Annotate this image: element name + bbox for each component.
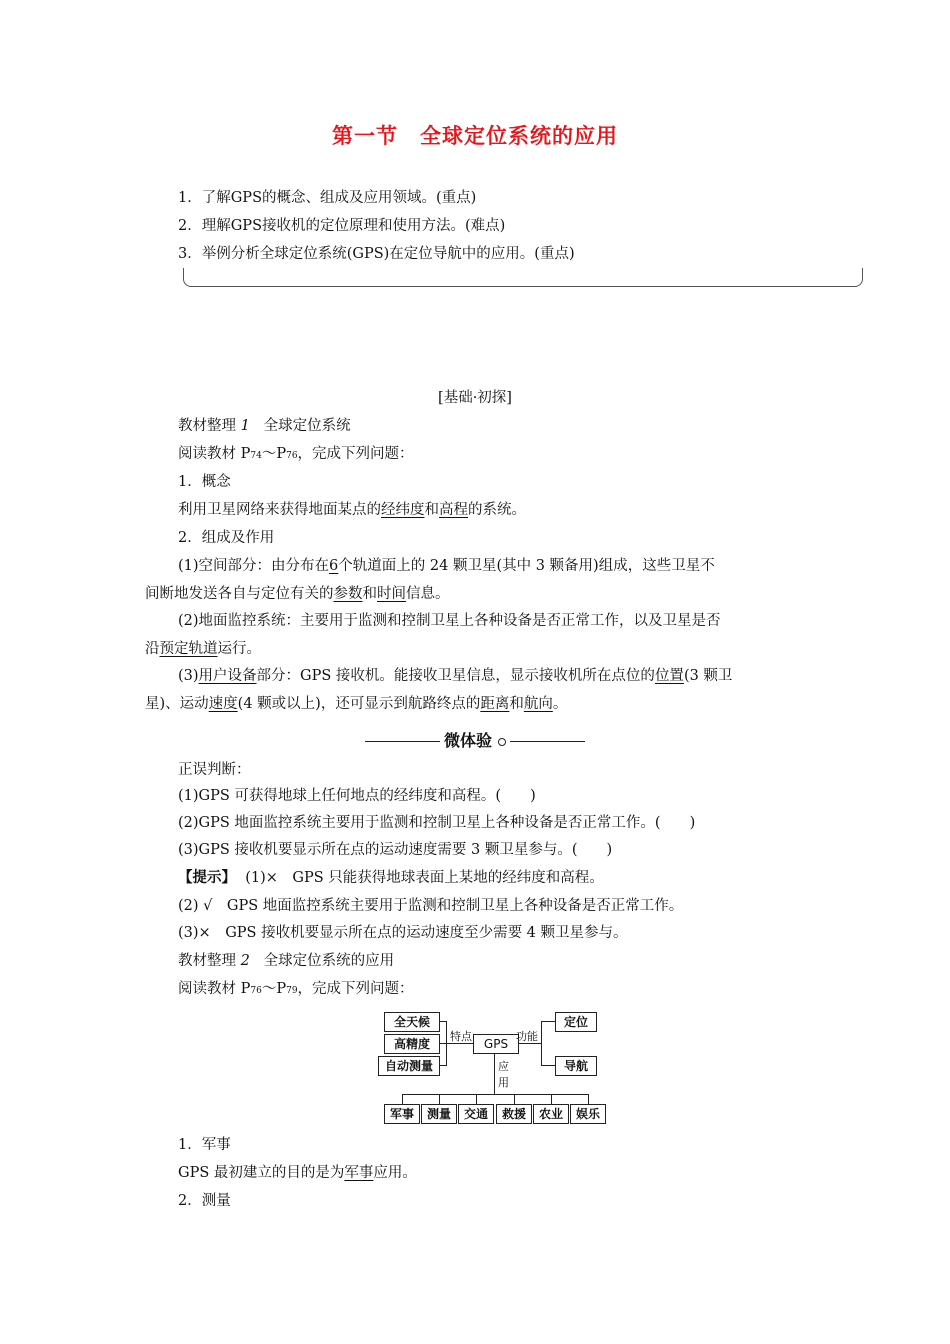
diagram-application-box: 娱乐 <box>570 1104 606 1124</box>
goal-item: 1．了解GPS的概念、组成及应用领域。(重点) <box>178 190 477 206</box>
title-section: 第一节 <box>332 124 398 148</box>
quiz-answer: 【提示】 (1)× GPS 只能获得地球表面上某地的经纬度和高程。 <box>178 869 604 886</box>
diagram-application-box: 测量 <box>421 1104 457 1124</box>
diagram-application-box: 农业 <box>533 1104 569 1124</box>
composition-item-2-cont: 沿预定轨道运行。 <box>145 641 261 657</box>
diagram-center-box: GPS <box>473 1034 519 1054</box>
quiz-intro: 正误判断： <box>178 762 251 778</box>
diagram-features-label: 特点 <box>450 1030 472 1043</box>
diagram-application-box: 救援 <box>496 1104 532 1124</box>
part2-reading-instruction: 阅读教材 P76～P79，完成下列问题： <box>178 981 414 997</box>
micro-experience-divider <box>0 728 950 751</box>
quiz-question: (2)GPS 地面监控系统主要用于监测和控制卫星上各种设备是否正常工作。( ) <box>178 815 696 831</box>
diagram-application-box: 军事 <box>384 1104 420 1124</box>
quiz-question: (1)GPS 可获得地球上任何地点的经纬度和高程。( ) <box>178 788 536 804</box>
composition-heading: 2．组成及作用 <box>178 530 275 546</box>
composition-item-1-cont: 间断地发送各自与定位有关的参数和时间信息。 <box>145 586 450 602</box>
quiz-answer: (2) √ GPS 地面监控系统主要用于监测和控制卫星上各种设备是否正常工作。 <box>178 898 684 914</box>
diagram-function-box: 定位 <box>555 1012 597 1032</box>
military-heading: 1．军事 <box>178 1137 231 1153</box>
part2-heading: 教材整理 2 全球定位系统的应用 <box>178 953 395 969</box>
composition-item-3: (3)用户设备部分：GPS 接收机。能接收卫星信息，显示接收机所在点位的位置(3 颗卫 <box>178 668 733 684</box>
diagram-application-box: 交通 <box>458 1104 494 1124</box>
military-text: GPS 最初建立的目的是为军事应用。 <box>178 1165 417 1181</box>
concept-text: 利用卫星网络来获得地面某点的经纬度和高程的系统。 <box>178 502 526 518</box>
title-text: 全球定位系统的应用 <box>420 124 618 148</box>
diagram-functions-label: 功能 <box>516 1030 538 1043</box>
diagram-feature-box: 高精度 <box>384 1034 440 1054</box>
composition-item-3-cont: 星)、运动速度(4 颗或以上)，还可显示到航路终点的距离和航向。 <box>145 696 568 712</box>
diagram-apply-label-2: 用 <box>498 1076 509 1089</box>
diagram-apply-label-1: 应 <box>498 1060 509 1073</box>
quiz-answer: (3)× GPS 接收机要显示所在点的运动速度至少需要 4 颗卫星参与。 <box>178 925 628 941</box>
goal-item: 2．理解GPS接收机的定位原理和使用方法。(难点) <box>178 218 506 234</box>
diagram-feature-box: 自动测量 <box>378 1056 440 1076</box>
part1-reading-instruction: 阅读教材 P74～P76，完成下列问题： <box>178 446 414 462</box>
diagram-feature-box: 全天候 <box>384 1012 440 1032</box>
section-header: [基础·初探] <box>438 390 512 406</box>
micro-title: 微体验 <box>443 731 492 750</box>
part1-heading: 教材整理 1 全球定位系统 <box>178 418 351 434</box>
composition-item-2: (2)地面监控系统：主要用于监测和控制卫星上各种设备是否正常工作，以及卫星是否 <box>178 613 721 629</box>
survey-heading: 2．测量 <box>178 1193 231 1209</box>
page-title <box>0 120 950 150</box>
quiz-question: (3)GPS 接收机要显示所在点的运动速度需要 3 颗卫星参与。( ) <box>178 842 613 858</box>
concept-heading: 1．概念 <box>178 474 231 490</box>
goal-item: 3．举例分析全球定位系统(GPS)在定位导航中的应用。(重点) <box>178 246 575 262</box>
diagram-function-box: 导航 <box>555 1056 597 1076</box>
hint-label: 【提示】 <box>178 869 236 886</box>
composition-item-1: (1)空间部分：由分布在6个轨道面上的 24 颗卫星(其中 3 颗备用)组成，这些卫星不 <box>178 558 715 574</box>
goals-bracket <box>183 268 863 287</box>
